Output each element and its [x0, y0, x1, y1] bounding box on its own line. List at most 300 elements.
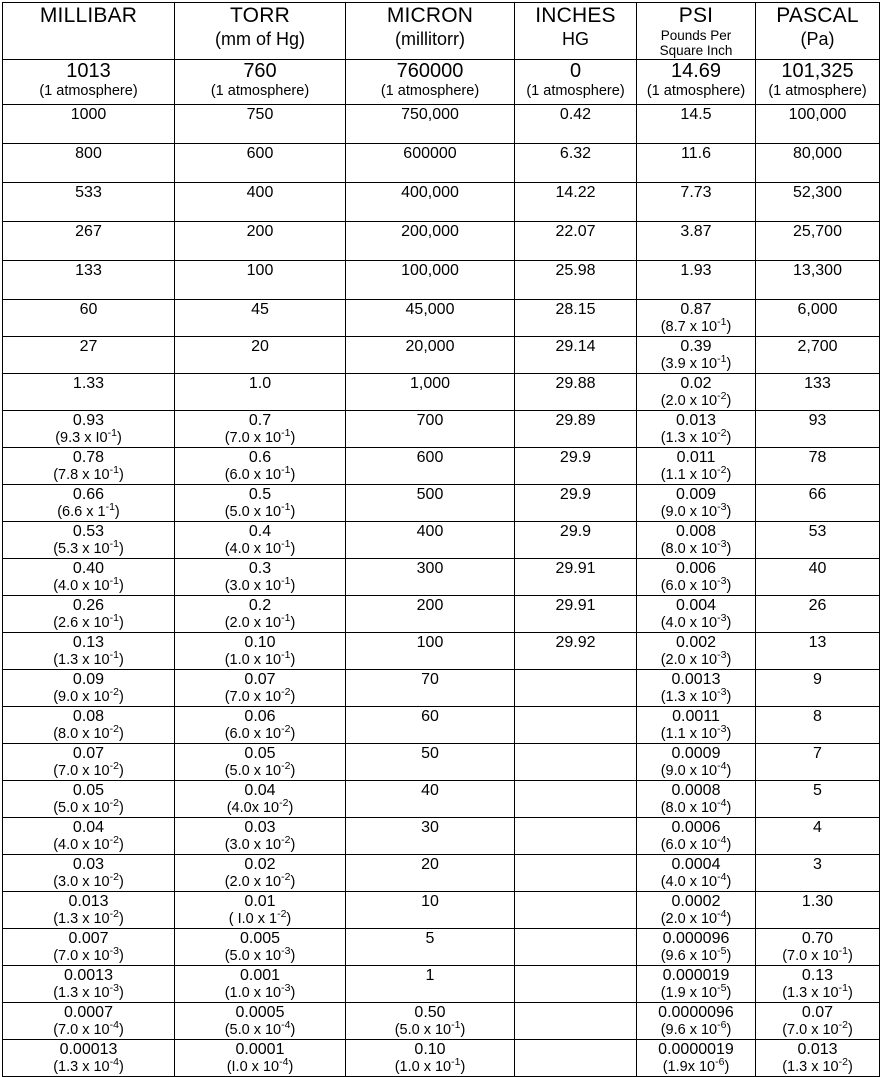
- cell-pascal: [756, 105, 880, 144]
- exponent: -4: [717, 908, 727, 921]
- table-row: [3, 596, 880, 633]
- cell-inches: [515, 670, 637, 707]
- cell-scientific-notation: (6.6 x $1^{-1}$): [57, 501, 120, 520]
- cell-millibar: [3, 966, 175, 1003]
- cell-torr: [175, 522, 346, 559]
- cell-scientific-notation: (9.0 x $10^{-4}$): [660, 760, 732, 779]
- cell-value: 14.69: [670, 60, 722, 82]
- cell-psi: [637, 105, 756, 144]
- cell-pascal: [756, 222, 880, 261]
- cell-micron: [346, 781, 515, 818]
- cell-micron: [346, 596, 515, 633]
- cell-torr: [175, 855, 346, 892]
- cell-torr: [175, 781, 346, 818]
- cell-value: 0.4: [248, 523, 272, 540]
- cell-psi: [637, 781, 756, 818]
- exponent: -1: [107, 427, 117, 440]
- cell-millibar: [3, 1040, 175, 1077]
- cell-value: 29.91: [555, 597, 596, 614]
- cell-scientific-notation: (4.0 x $10^{-3}$): [660, 612, 732, 631]
- cell-micron: [346, 183, 515, 222]
- atmosphere-cell-micron: [346, 60, 515, 105]
- cell-value: 0.08: [72, 708, 105, 725]
- atmosphere-note: (1 atmosphere): [380, 83, 480, 99]
- cell-value: 20: [421, 856, 439, 873]
- cell-value: 0.000096: [662, 930, 730, 947]
- atmosphere-note: (1 atmosphere): [526, 83, 625, 99]
- exponent: -1: [105, 501, 115, 514]
- cell-value: 0.53: [72, 523, 105, 540]
- cell-millibar: [3, 183, 175, 222]
- cell-psi: [637, 818, 756, 855]
- cell-millibar: [3, 337, 175, 374]
- column-header-pascal: [756, 3, 880, 60]
- cell-torr: [175, 485, 346, 522]
- cell-value: 29.88: [555, 375, 596, 392]
- column-header-subtitle: (Pa): [800, 29, 835, 49]
- exponent: -1: [109, 575, 119, 588]
- cell-value: 0.50: [414, 1004, 446, 1021]
- cell-value: 0.05: [72, 782, 105, 799]
- column-header-subtitle: (mm of Hg): [215, 29, 305, 49]
- table-row: [3, 448, 880, 485]
- exponent: -3: [281, 945, 291, 958]
- exponent: -1: [281, 575, 291, 588]
- cell-value: 0.000019: [662, 967, 730, 984]
- cell-millibar: [3, 522, 175, 559]
- cell-value: 60: [79, 301, 98, 318]
- column-header-subtitle: HG: [562, 29, 589, 49]
- exponent: -1: [281, 427, 291, 440]
- cell-torr: [175, 744, 346, 781]
- cell-pascal: [756, 633, 880, 670]
- cell-psi: [637, 1003, 756, 1040]
- cell-value: 0.0000019: [658, 1041, 734, 1058]
- cell-value: 5: [813, 782, 822, 799]
- cell-value: 0.5: [248, 486, 272, 503]
- exponent: -3: [717, 686, 727, 699]
- table-row: [3, 818, 880, 855]
- cell-micron: [346, 337, 515, 374]
- cell-scientific-notation: (I.0 x $10^{-4}$): [226, 1056, 294, 1075]
- cell-inches: [515, 892, 637, 929]
- cell-value: 0.07: [72, 745, 105, 762]
- cell-inches: [515, 374, 637, 411]
- cell-scientific-notation: (5.0 x $10^{-3}$): [224, 945, 296, 964]
- cell-value: 100,000: [788, 106, 847, 123]
- table-row: [3, 485, 880, 522]
- cell-psi: [637, 144, 756, 183]
- cell-value: 1013: [66, 60, 111, 82]
- cell-value: 0.07: [244, 671, 276, 688]
- cell-millibar: [3, 670, 175, 707]
- cell-value: 0.013: [675, 412, 717, 429]
- cell-value: 6,000: [797, 301, 838, 318]
- exponent: -2: [838, 1056, 848, 1069]
- cell-value: 7.73: [680, 184, 712, 201]
- cell-torr: [175, 105, 346, 144]
- exponent: -1: [281, 649, 291, 662]
- cell-value: 533: [75, 184, 102, 201]
- cell-value: 60: [421, 708, 439, 725]
- exponent: -3: [717, 723, 727, 736]
- cell-value: 100: [416, 634, 444, 651]
- cell-psi: [637, 892, 756, 929]
- cell-value: 0.42: [559, 106, 592, 123]
- cell-scientific-notation: (2.6 x $10^{-1}$): [53, 612, 124, 631]
- column-header-subtitle-small: Square Inch: [659, 43, 733, 58]
- cell-value: 750: [246, 106, 274, 123]
- cell-pascal: [756, 1003, 880, 1040]
- exponent: -2: [277, 908, 287, 921]
- cell-value: 800: [75, 145, 102, 162]
- exponent: -3: [717, 575, 727, 588]
- cell-value: 400,000: [401, 184, 459, 201]
- cell-inches: [515, 300, 637, 337]
- cell-pascal: [756, 744, 880, 781]
- column-header-title: PASCAL: [776, 4, 859, 27]
- cell-scientific-notation: (6.0 x $10^{-3}$): [660, 575, 732, 594]
- cell-pascal: [756, 448, 880, 485]
- cell-value: 500: [416, 486, 444, 503]
- cell-inches: [515, 596, 637, 633]
- table-row: [3, 855, 880, 892]
- cell-pascal: [756, 966, 880, 1003]
- cell-value: 93: [808, 412, 827, 429]
- cell-value: 29.92: [555, 634, 596, 651]
- cell-value: 0.6: [248, 449, 272, 466]
- cell-value: 0.0007: [64, 1004, 113, 1021]
- cell-pascal: [756, 485, 880, 522]
- cell-value: 0.001: [239, 967, 281, 984]
- column-header-millibar: [3, 3, 175, 60]
- cell-value: 0.013: [68, 893, 109, 910]
- cell-millibar: [3, 485, 175, 522]
- atmosphere-cell-millibar: [3, 60, 175, 105]
- cell-value: 4: [813, 819, 822, 836]
- exponent: -1: [109, 649, 119, 662]
- table-row: [3, 966, 880, 1003]
- table-header-row: [3, 3, 880, 60]
- cell-micron: [346, 105, 515, 144]
- column-header-inches: [515, 3, 637, 60]
- column-header-title: PSI: [678, 4, 714, 27]
- cell-value: 0.13: [72, 634, 105, 651]
- cell-inches: [515, 485, 637, 522]
- cell-torr: [175, 929, 346, 966]
- cell-scientific-notation: (9.6 x $10^{-5}$): [660, 945, 732, 964]
- cell-value: 0.004: [675, 597, 717, 614]
- cell-psi: [637, 411, 756, 448]
- cell-value: 0.011: [676, 449, 716, 466]
- cell-inches: [515, 1003, 637, 1040]
- cell-value: 133: [75, 262, 102, 279]
- exponent: -3: [717, 649, 727, 662]
- cell-value: 0.006: [675, 560, 717, 577]
- column-header-title: TORR: [230, 4, 290, 27]
- cell-scientific-notation: (8.0 x $10^{-4}$): [660, 797, 732, 816]
- cell-scientific-notation: (1.3 x $10^{-4}$): [53, 1056, 124, 1075]
- cell-micron: [346, 633, 515, 670]
- cell-scientific-notation: (5.0 x $10^{-1}$): [394, 1019, 466, 1038]
- cell-value: 0.0006: [671, 819, 721, 836]
- cell-scientific-notation: (8.0 x $10^{-3}$): [660, 538, 732, 557]
- exponent: -1: [717, 353, 727, 366]
- cell-micron: [346, 892, 515, 929]
- cell-torr: [175, 818, 346, 855]
- exponent: -1: [451, 1056, 461, 1069]
- cell-psi: [637, 633, 756, 670]
- exponent: -3: [109, 982, 119, 995]
- cell-scientific-notation: (3.0 x $10^{-2}$): [224, 834, 296, 853]
- cell-micron: [346, 485, 515, 522]
- exponent: -6: [715, 1056, 725, 1069]
- cell-scientific-notation: (5.3 x $10^{-1}$): [53, 538, 124, 557]
- cell-value: 0.00013: [59, 1041, 118, 1058]
- cell-pascal: [756, 522, 880, 559]
- cell-torr: [175, 183, 346, 222]
- cell-millibar: [3, 744, 175, 781]
- cell-pascal: [756, 818, 880, 855]
- cell-scientific-notation: (5.0 x $10^{-2}$): [53, 797, 124, 816]
- cell-value: 0.10: [244, 634, 276, 651]
- cell-scientific-notation: (8.7 x $10^{-1}$): [660, 316, 732, 335]
- cell-scientific-notation: (2.0 x $10^{-3}$): [660, 649, 732, 668]
- cell-value: 0.002: [675, 634, 717, 651]
- cell-value: 0.04: [72, 819, 105, 836]
- cell-scientific-notation: (1.3 x $10^{-1}$): [782, 982, 853, 1001]
- cell-value: 1000: [70, 106, 107, 123]
- cell-value: 45,000: [405, 301, 455, 318]
- atmosphere-note: (1 atmosphere): [646, 83, 746, 99]
- table-row: [3, 222, 880, 261]
- table-row: [3, 707, 880, 744]
- atmosphere-row: [3, 60, 880, 105]
- cell-millibar: [3, 633, 175, 670]
- cell-millibar: [3, 596, 175, 633]
- cell-scientific-notation: (2.0 x $10^{-2}$): [224, 871, 296, 890]
- exponent: -2: [109, 797, 119, 810]
- cell-millibar: [3, 374, 175, 411]
- cell-value: 0.3: [248, 560, 272, 577]
- cell-value: 0.02: [680, 375, 712, 392]
- cell-value: 0.40: [72, 560, 105, 577]
- cell-value: 28.15: [555, 301, 596, 318]
- cell-inches: [515, 448, 637, 485]
- cell-scientific-notation: (1.3 x $10^{-1}$): [53, 649, 124, 668]
- cell-value: 0.0000096: [658, 1004, 734, 1021]
- cell-inches: [515, 559, 637, 596]
- cell-value: 30: [421, 819, 439, 836]
- cell-value: 0.78: [72, 449, 105, 466]
- exponent: -2: [109, 871, 119, 884]
- cell-scientific-notation: (4.0x $10^{-2}$): [226, 797, 294, 816]
- cell-scientific-notation: (3.0 x $10^{-1}$): [224, 575, 296, 594]
- exponent: -3: [717, 501, 727, 514]
- cell-scientific-notation: (1.0 x $10^{-1}$): [394, 1056, 466, 1075]
- cell-value: 66: [808, 486, 827, 503]
- cell-value: 14.22: [555, 184, 596, 201]
- exponent: -4: [717, 871, 727, 884]
- cell-scientific-notation: (2.0 x $10^{-1}$): [224, 612, 296, 631]
- cell-micron: [346, 1040, 515, 1077]
- cell-value: 200,000: [401, 223, 459, 240]
- cell-value: 200: [416, 597, 444, 614]
- cell-value: 0.007: [68, 930, 109, 947]
- cell-value: 53: [808, 523, 827, 540]
- exponent: -1: [109, 538, 119, 551]
- cell-scientific-notation: (1.1 x $10^{-3}$): [660, 723, 732, 742]
- cell-value: 0.0011: [672, 708, 720, 725]
- cell-value: 400: [246, 184, 274, 201]
- cell-scientific-notation: (5.0 x $10^{-4}$): [224, 1019, 296, 1038]
- exponent: -2: [717, 427, 727, 440]
- exponent: -2: [281, 871, 291, 884]
- cell-value: 0.70: [801, 930, 834, 947]
- table-row: [3, 1040, 880, 1077]
- atmosphere-cell-inches: [515, 60, 637, 105]
- cell-value: 1.30: [801, 893, 834, 910]
- cell-value: 267: [75, 223, 102, 240]
- cell-value: 100: [246, 262, 274, 279]
- table-row: [3, 633, 880, 670]
- cell-psi: [637, 707, 756, 744]
- cell-value: 3: [813, 856, 822, 873]
- exponent: -4: [717, 834, 727, 847]
- cell-inches: [515, 1040, 637, 1077]
- cell-value: 3.87: [680, 223, 712, 240]
- cell-value: 0.0008: [671, 782, 721, 799]
- cell-inches: [515, 744, 637, 781]
- cell-scientific-notation: (4.0 x $10^{-2}$): [53, 834, 124, 853]
- cell-value: 0.06: [244, 708, 276, 725]
- cell-scientific-notation: (3.0 x $10^{-2}$): [53, 871, 124, 890]
- cell-scientific-notation: (2.0 x $10^{-2}$): [660, 390, 732, 409]
- cell-inches: [515, 411, 637, 448]
- cell-millibar: [3, 144, 175, 183]
- cell-millibar: [3, 222, 175, 261]
- exponent: -1: [281, 538, 291, 551]
- cell-scientific-notation: (7.0 x $10^{-1}$): [224, 427, 296, 446]
- exponent: -6: [717, 1019, 727, 1032]
- cell-value: 0.0013: [64, 967, 113, 984]
- cell-millibar: [3, 1003, 175, 1040]
- exponent: -4: [109, 1019, 119, 1032]
- cell-pascal: [756, 411, 880, 448]
- cell-pascal: [756, 337, 880, 374]
- exponent: -2: [109, 723, 119, 736]
- exponent: -2: [281, 760, 291, 773]
- column-header-micron: [346, 3, 515, 60]
- exponent: -1: [281, 612, 291, 625]
- cell-value: 0.7: [248, 412, 272, 429]
- cell-torr: [175, 411, 346, 448]
- cell-value: 0.13: [801, 967, 834, 984]
- cell-scientific-notation: (7.0 x $10^{-4}$): [53, 1019, 124, 1038]
- cell-scientific-notation: (9.3 x $I0^{-1}$): [55, 427, 122, 446]
- column-header-title: MICRON: [386, 4, 474, 27]
- exponent: -2: [279, 797, 289, 810]
- cell-micron: [346, 744, 515, 781]
- cell-value: 0.05: [244, 745, 276, 762]
- exponent: -1: [838, 982, 848, 995]
- cell-value: 0.39: [680, 338, 712, 355]
- cell-value: 25,700: [793, 223, 842, 240]
- cell-scientific-notation: (1.0 x $10^{-3}$): [224, 982, 296, 1001]
- table-row: [3, 261, 880, 300]
- cell-psi: [637, 448, 756, 485]
- cell-scientific-notation: (1.3 x $10^{-2}$): [782, 1056, 853, 1075]
- table-row: [3, 105, 880, 144]
- cell-scientific-notation: (7.0 x $10^{-2}$): [224, 686, 296, 705]
- exponent: -1: [281, 464, 291, 477]
- atmosphere-cell-torr: [175, 60, 346, 105]
- exponent: -1: [109, 464, 119, 477]
- cell-torr: [175, 633, 346, 670]
- cell-value: 11.6: [681, 145, 711, 162]
- table-row: [3, 559, 880, 596]
- cell-psi: [637, 670, 756, 707]
- cell-micron: [346, 222, 515, 261]
- cell-value: 40: [808, 560, 827, 577]
- cell-value: 0.87: [680, 301, 712, 318]
- column-header-title: MILLIBAR: [39, 4, 138, 27]
- cell-value: 9: [813, 671, 822, 688]
- cell-inches: [515, 337, 637, 374]
- cell-torr: [175, 222, 346, 261]
- cell-value: 0.66: [72, 486, 105, 503]
- cell-value: 760: [243, 60, 277, 82]
- cell-value: 0.013: [797, 1041, 838, 1058]
- cell-value: 0.03: [244, 819, 276, 836]
- exponent: -2: [109, 834, 119, 847]
- cell-value: 0.10: [414, 1041, 446, 1058]
- cell-inches: [515, 183, 637, 222]
- cell-millibar: [3, 892, 175, 929]
- cell-psi: [637, 744, 756, 781]
- cell-torr: [175, 670, 346, 707]
- cell-psi: [637, 374, 756, 411]
- cell-millibar: [3, 781, 175, 818]
- cell-inches: [515, 105, 637, 144]
- exponent: -2: [281, 686, 291, 699]
- cell-scientific-notation: (1.9x $10^{-6}$): [662, 1056, 730, 1075]
- exponent: -5: [717, 945, 727, 958]
- cell-value: 78: [808, 449, 827, 466]
- cell-value: 200: [246, 223, 274, 240]
- cell-value: 26: [808, 597, 827, 614]
- cell-value: 0.03: [72, 856, 105, 873]
- exponent: -2: [109, 686, 119, 699]
- table-row: [3, 183, 880, 222]
- cell-torr: [175, 966, 346, 1003]
- cell-pascal: [756, 144, 880, 183]
- exponent: -3: [109, 945, 119, 958]
- cell-inches: [515, 522, 637, 559]
- cell-value: 5: [425, 930, 435, 947]
- cell-pascal: [756, 670, 880, 707]
- cell-value: 29.14: [555, 338, 596, 355]
- cell-millibar: [3, 707, 175, 744]
- cell-scientific-notation: (9.6 x $10^{-6}$): [660, 1019, 732, 1038]
- cell-value: 29.9: [559, 523, 592, 540]
- cell-value: 70: [421, 671, 439, 688]
- cell-psi: [637, 966, 756, 1003]
- cell-torr: [175, 559, 346, 596]
- cell-value: 133: [804, 375, 831, 392]
- cell-pascal: [756, 707, 880, 744]
- cell-value: 7: [813, 745, 822, 762]
